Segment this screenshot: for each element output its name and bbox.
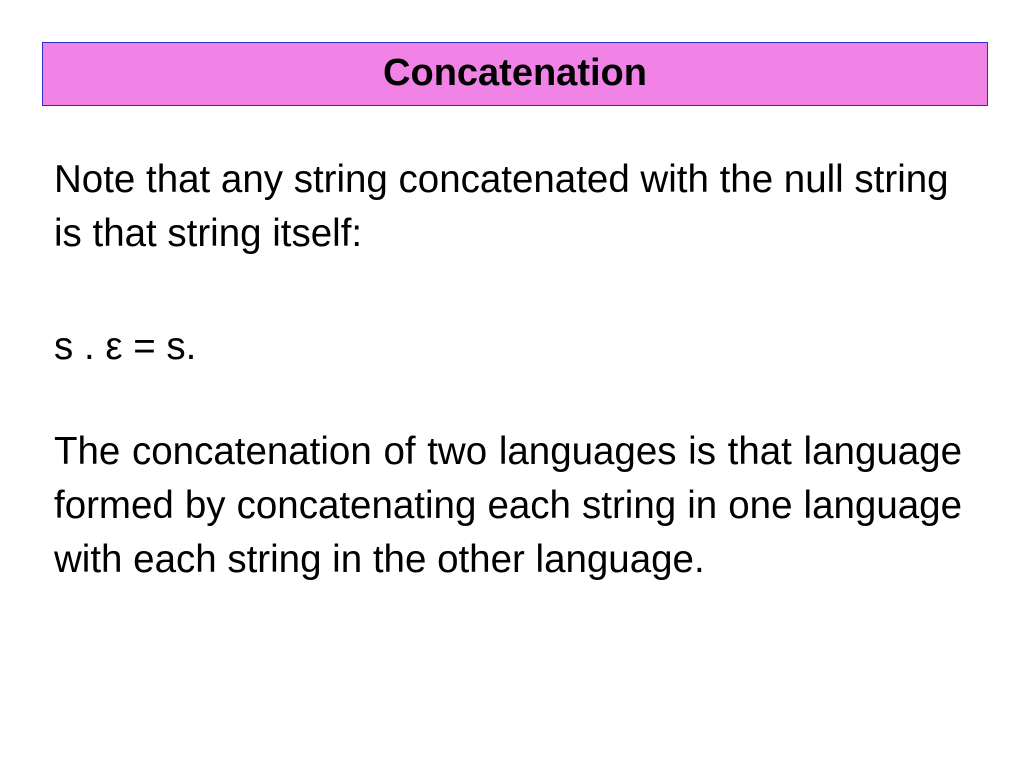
paragraph-null-string-note: Note that any string concatenated with the null string is that string itself: — [54, 158, 949, 255]
slide-title: Concatenation — [383, 52, 647, 94]
slide-title-bar — [42, 42, 988, 106]
formula-identity: s . ε = s. — [54, 325, 197, 368]
paragraph-language-concatenation: The concatenation of two languages is that language formed by concatenating each string in one language with each string in the other language. — [54, 430, 962, 581]
